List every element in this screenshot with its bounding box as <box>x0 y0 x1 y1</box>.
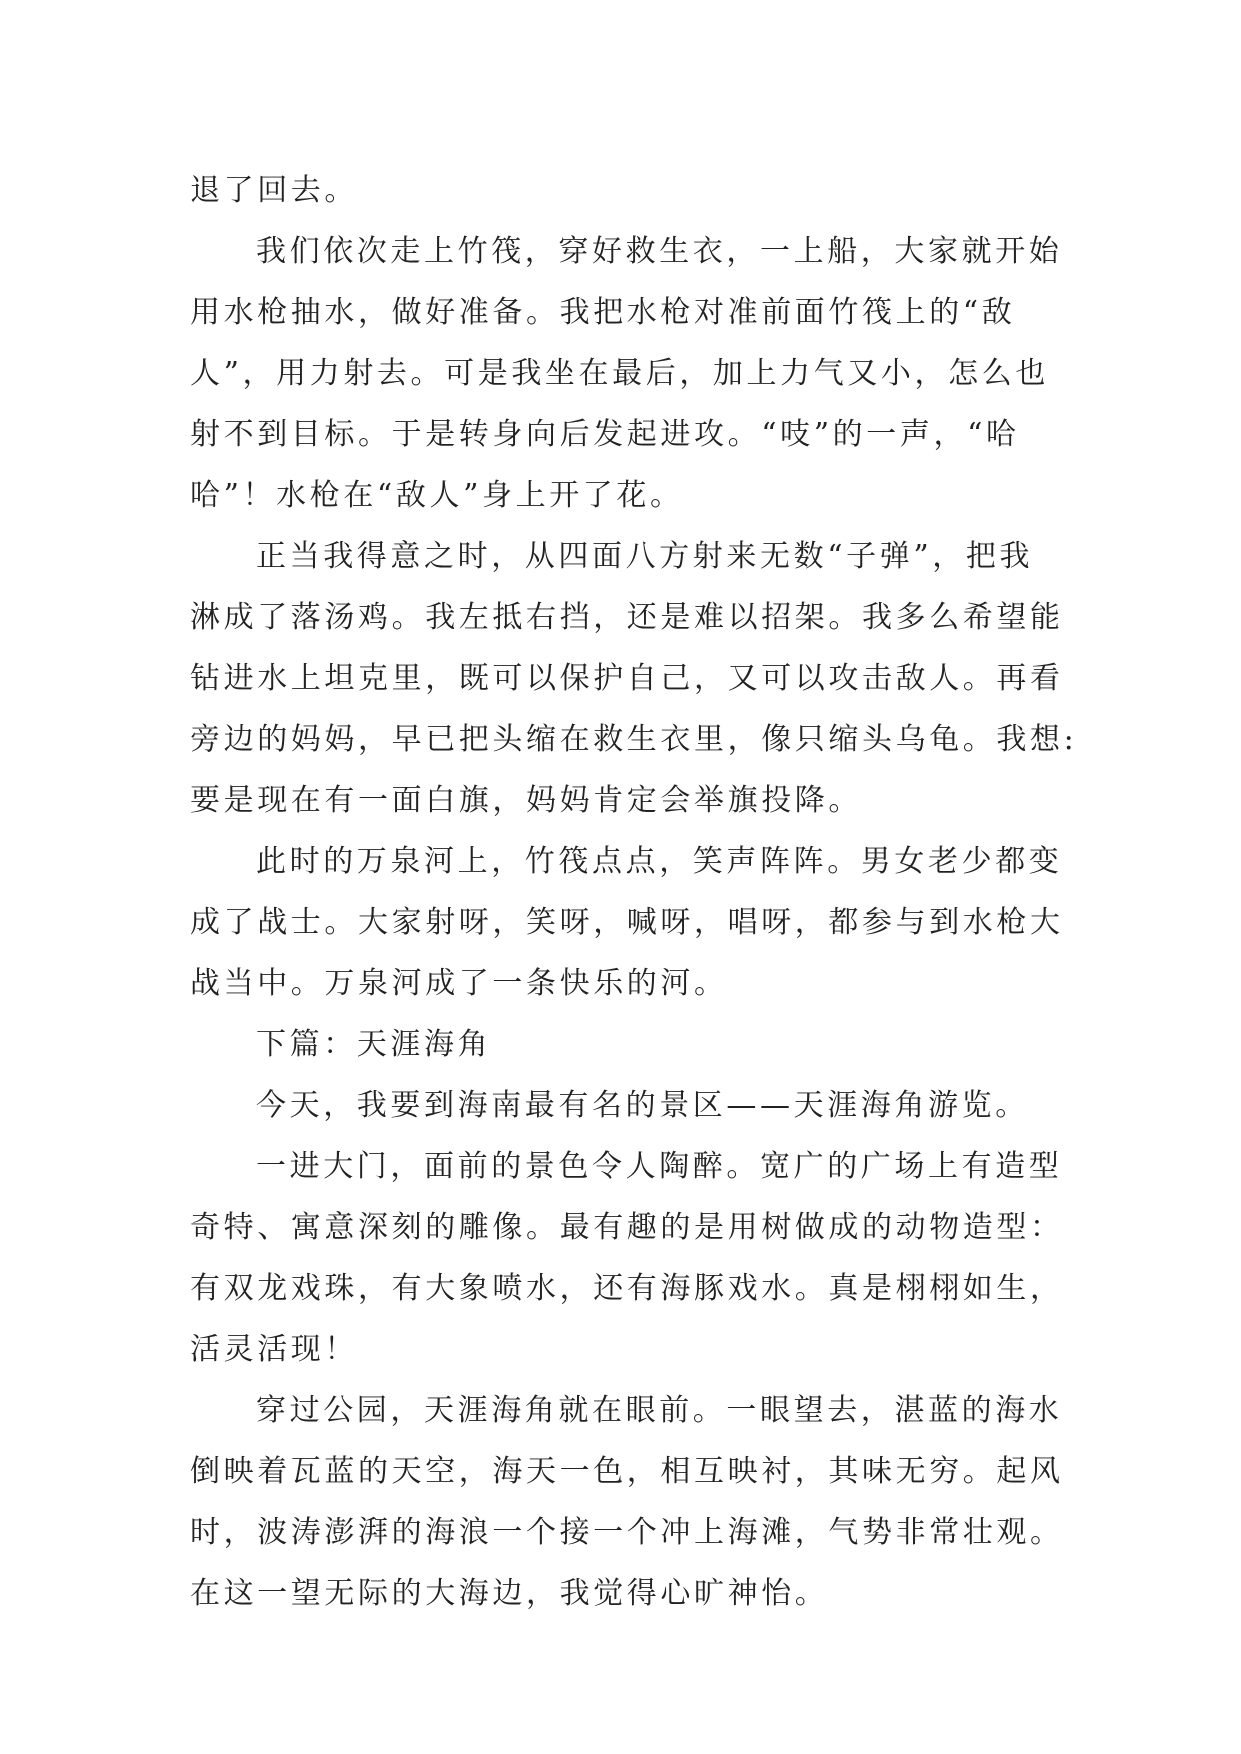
text-line: 穿过公园，天涯海角就在眼前。一眼望去，湛蓝的海水 <box>256 1393 1063 1428</box>
text-line: 有双龙戏珠，有大象喷水，还有海豚戏水。真是栩栩如生， <box>190 1271 1064 1306</box>
text-line: 今天，我要到海南最有名的景区——天涯海角游览。 <box>256 1088 1029 1123</box>
text-line: 活灵活现！ <box>190 1332 358 1367</box>
text-line: 此时的万泉河上，竹筏点点，笑声阵阵。男女老少都变 <box>256 844 1063 879</box>
text-line: 射不到目标。于是转身向后发起进攻。“吱”的一声，“哈 <box>190 417 1020 452</box>
text-line: 在这一望无际的大海边，我觉得心旷神怡。 <box>190 1576 829 1611</box>
text-line: 钻进水上坦克里，既可以保护自己，又可以攻击敌人。再看 <box>190 661 1064 696</box>
text-line: 旁边的妈妈，早已把头缩在救生衣里，像只缩头乌龟。我想: <box>190 722 1078 757</box>
text-line: 奇特、寓意深刻的雕像。最有趣的是用树做成的动物造型： <box>190 1210 1064 1245</box>
text-line: 用水枪抽水，做好准备。我把水枪对准前面竹筏上的“敌 <box>190 295 1016 330</box>
text-line: 战当中。万泉河成了一条快乐的河。 <box>190 966 728 1001</box>
text-line: 一进大门，面前的景色令人陶醉。宽广的广场上有造型 <box>256 1149 1063 1184</box>
section-heading: 下篇：天涯海角 <box>256 1027 492 1062</box>
text-line: 人”，用力射去。可是我坐在最后，加上力气又小，怎么也 <box>190 356 1049 391</box>
text-line: 成了战士。大家射呀，笑呀，喊呀，唱呀，都参与到水枪大 <box>190 905 1064 940</box>
text-line: 哈”！水枪在“敌人”身上开了花。 <box>190 478 684 513</box>
text-line: 淋成了落汤鸡。我左抵右挡，还是难以招架。我多么希望能 <box>190 600 1064 635</box>
text-line: 正当我得意之时，从四面八方射来无数“子弹”，把我 <box>256 539 1034 574</box>
text-line: 退了回去。 <box>190 173 358 208</box>
text-line: 倒映着瓦蓝的天空，海天一色，相互映衬，其味无穷。起风 <box>190 1454 1064 1489</box>
text-line: 我们依次走上竹筏，穿好救生衣，一上船，大家就开始 <box>256 234 1063 269</box>
document-body <box>190 160 1078 1624</box>
text-line: 要是现在有一面白旗，妈妈肯定会举旗投降。 <box>190 783 862 818</box>
text-line: 时，波涛澎湃的海浪一个接一个冲上海滩，气势非常壮观。 <box>190 1515 1064 1550</box>
